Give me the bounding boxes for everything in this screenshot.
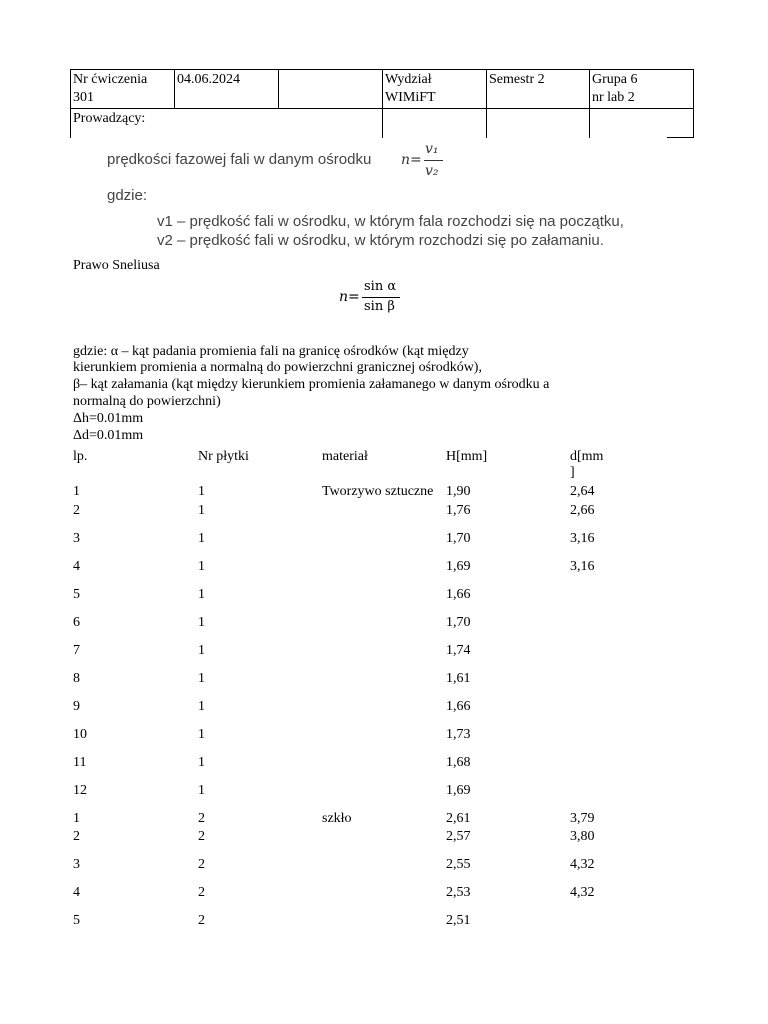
cell-plate: 1 [198, 699, 205, 714]
cell-lp: 5 [73, 587, 80, 602]
header-h: H[mm] [446, 449, 488, 464]
cell-d: 3,80 [570, 829, 595, 844]
table-row [0, 857, 768, 873]
beta-definition-line1: β– kąt załamania (kąt między kierunkiem promienia załamanego w danym ośrodku a [73, 377, 550, 392]
table-row [0, 503, 768, 519]
cell-lp: 4 [73, 559, 80, 574]
cell-H: 2,61 [446, 811, 471, 826]
table-header-row [0, 449, 768, 480]
cell-H: 1,61 [446, 671, 471, 686]
table-row [0, 559, 768, 575]
cell-lp: 1 [73, 811, 80, 826]
v1-definition: v1 – prędkość fali w ośrodku, w którym fala rozchodzi się na początku, [157, 213, 624, 230]
table-border-left [70, 69, 71, 138]
cell-d: 4,32 [570, 857, 595, 872]
cell-H: 2,51 [446, 913, 471, 928]
cell-H: 2,53 [446, 885, 471, 900]
cell-lp: 1 [73, 484, 80, 499]
header-lp: lp. [73, 449, 88, 464]
table-row [0, 829, 768, 845]
cell-plate: 1 [198, 503, 205, 518]
formula-numerator: v₁ [425, 141, 439, 157]
header-material: materiał [322, 449, 368, 464]
cell-lp: 5 [73, 913, 80, 928]
cell-lp: 2 [73, 829, 80, 844]
cell-H: 1,66 [446, 699, 471, 714]
table-divider [486, 69, 487, 138]
cell-H: 1,69 [446, 559, 471, 574]
cell-lp: 8 [73, 671, 80, 686]
cell-lp: 7 [73, 643, 80, 658]
snell-title: Prawo Sneliusa [73, 258, 160, 273]
cell-H: 1,69 [446, 783, 471, 798]
table-row [0, 671, 768, 687]
cell-plate: 2 [198, 811, 205, 826]
fraction-bar [424, 160, 443, 161]
v2-definition: v2 – prędkość fali w ośrodku, w którym rozchodzi się po załamaniu. [157, 232, 604, 249]
exercise-label: Nr ćwiczenia [73, 72, 148, 87]
cell-lp: 3 [73, 531, 80, 546]
snell-formula-n: n= [339, 289, 360, 305]
instructor-label: Prowadzący: [73, 111, 146, 126]
cell-H: 1,74 [446, 643, 471, 658]
cell-d: 2,64 [570, 484, 595, 499]
cell-lp: 6 [73, 615, 80, 630]
snell-denominator: sin β [364, 299, 395, 314]
cell-plate: 1 [198, 615, 205, 630]
date: 04.06.2024 [177, 72, 240, 87]
cell-plate: 2 [198, 829, 205, 844]
table-row [0, 699, 768, 715]
table-border-bottom-right [667, 137, 694, 138]
cell-plate: 2 [198, 885, 205, 900]
header-d: d[mm [570, 449, 604, 464]
cell-plate: 1 [198, 755, 205, 770]
delta-h: Δh=0.01mm [73, 411, 144, 426]
cell-lp: 10 [73, 727, 87, 742]
formula-n: n= [401, 152, 422, 168]
cell-plate: 1 [198, 531, 205, 546]
cell-plate: 1 [198, 559, 205, 574]
alpha-definition-line1: gdzie: α – kąt padania promienia fali na granicę ośrodków (kąt między [73, 344, 469, 359]
exercise-number: 301 [73, 90, 94, 105]
faculty: WIMiFT [385, 90, 436, 105]
where-label: gdzie: [107, 187, 148, 204]
cell-plate: 1 [198, 643, 205, 658]
cell-plate: 2 [198, 857, 205, 872]
cell-lp: 12 [73, 783, 87, 798]
alpha-definition-line2: kierunkiem promienia a normalną do powierzchni granicznej ośrodków), [73, 360, 482, 375]
table-row [0, 755, 768, 771]
header-d-bracket: ] [570, 465, 575, 480]
cell-lp: 4 [73, 885, 80, 900]
cell-d: 3,79 [570, 811, 595, 826]
cell-H: 1,73 [446, 727, 471, 742]
table-border-right [693, 69, 694, 138]
cell-lp: 3 [73, 857, 80, 872]
cell-plate: 1 [198, 484, 205, 499]
cell-d: 2,66 [570, 503, 595, 518]
table-row [0, 811, 768, 827]
table-row [0, 484, 768, 500]
cell-H: 2,55 [446, 857, 471, 872]
snell-fraction-bar [362, 297, 400, 298]
table-divider [589, 69, 590, 138]
table-row [0, 615, 768, 631]
lab-number: nr lab 2 [592, 90, 635, 105]
cell-material: szkło [322, 811, 352, 826]
cell-d: 3,16 [570, 531, 595, 546]
table-divider [382, 69, 383, 138]
cell-plate: 2 [198, 913, 205, 928]
cell-plate: 1 [198, 587, 205, 602]
cell-H: 1,70 [446, 615, 471, 630]
cell-H: 1,90 [446, 484, 471, 499]
table-row [0, 885, 768, 901]
cell-d: 4,32 [570, 885, 595, 900]
table-row [0, 913, 768, 929]
cell-d: 3,16 [570, 559, 595, 574]
cell-plate: 1 [198, 727, 205, 742]
table-row [0, 587, 768, 603]
cell-H: 1,68 [446, 755, 471, 770]
cell-material: Tworzywo sztuczne [322, 484, 434, 499]
cell-plate: 1 [198, 783, 205, 798]
cell-H: 1,66 [446, 587, 471, 602]
cell-lp: 11 [73, 755, 87, 770]
cell-H: 1,70 [446, 531, 471, 546]
group: Grupa 6 [592, 72, 638, 87]
semester: Semestr 2 [489, 72, 545, 87]
formula-denominator: v₂ [425, 163, 439, 179]
table-row [0, 727, 768, 743]
header-plate: Nr płytki [198, 449, 249, 464]
faculty-label: Wydział [385, 72, 432, 87]
delta-d: Δd=0.01mm [73, 428, 144, 443]
cell-lp: 2 [73, 503, 80, 518]
beta-definition-line2: normalną do powierzchni) [73, 394, 221, 409]
table-row [0, 531, 768, 547]
table-row [0, 783, 768, 799]
table-row [0, 643, 768, 659]
cell-H: 2,57 [446, 829, 471, 844]
snell-numerator: sin α [364, 279, 397, 294]
cell-plate: 1 [198, 671, 205, 686]
table-divider [278, 69, 279, 108]
cell-lp: 9 [73, 699, 80, 714]
cell-H: 1,76 [446, 503, 471, 518]
phase-velocity-text: prędkości fazowej fali w danym ośrodku [107, 151, 372, 168]
table-divider [174, 69, 175, 108]
